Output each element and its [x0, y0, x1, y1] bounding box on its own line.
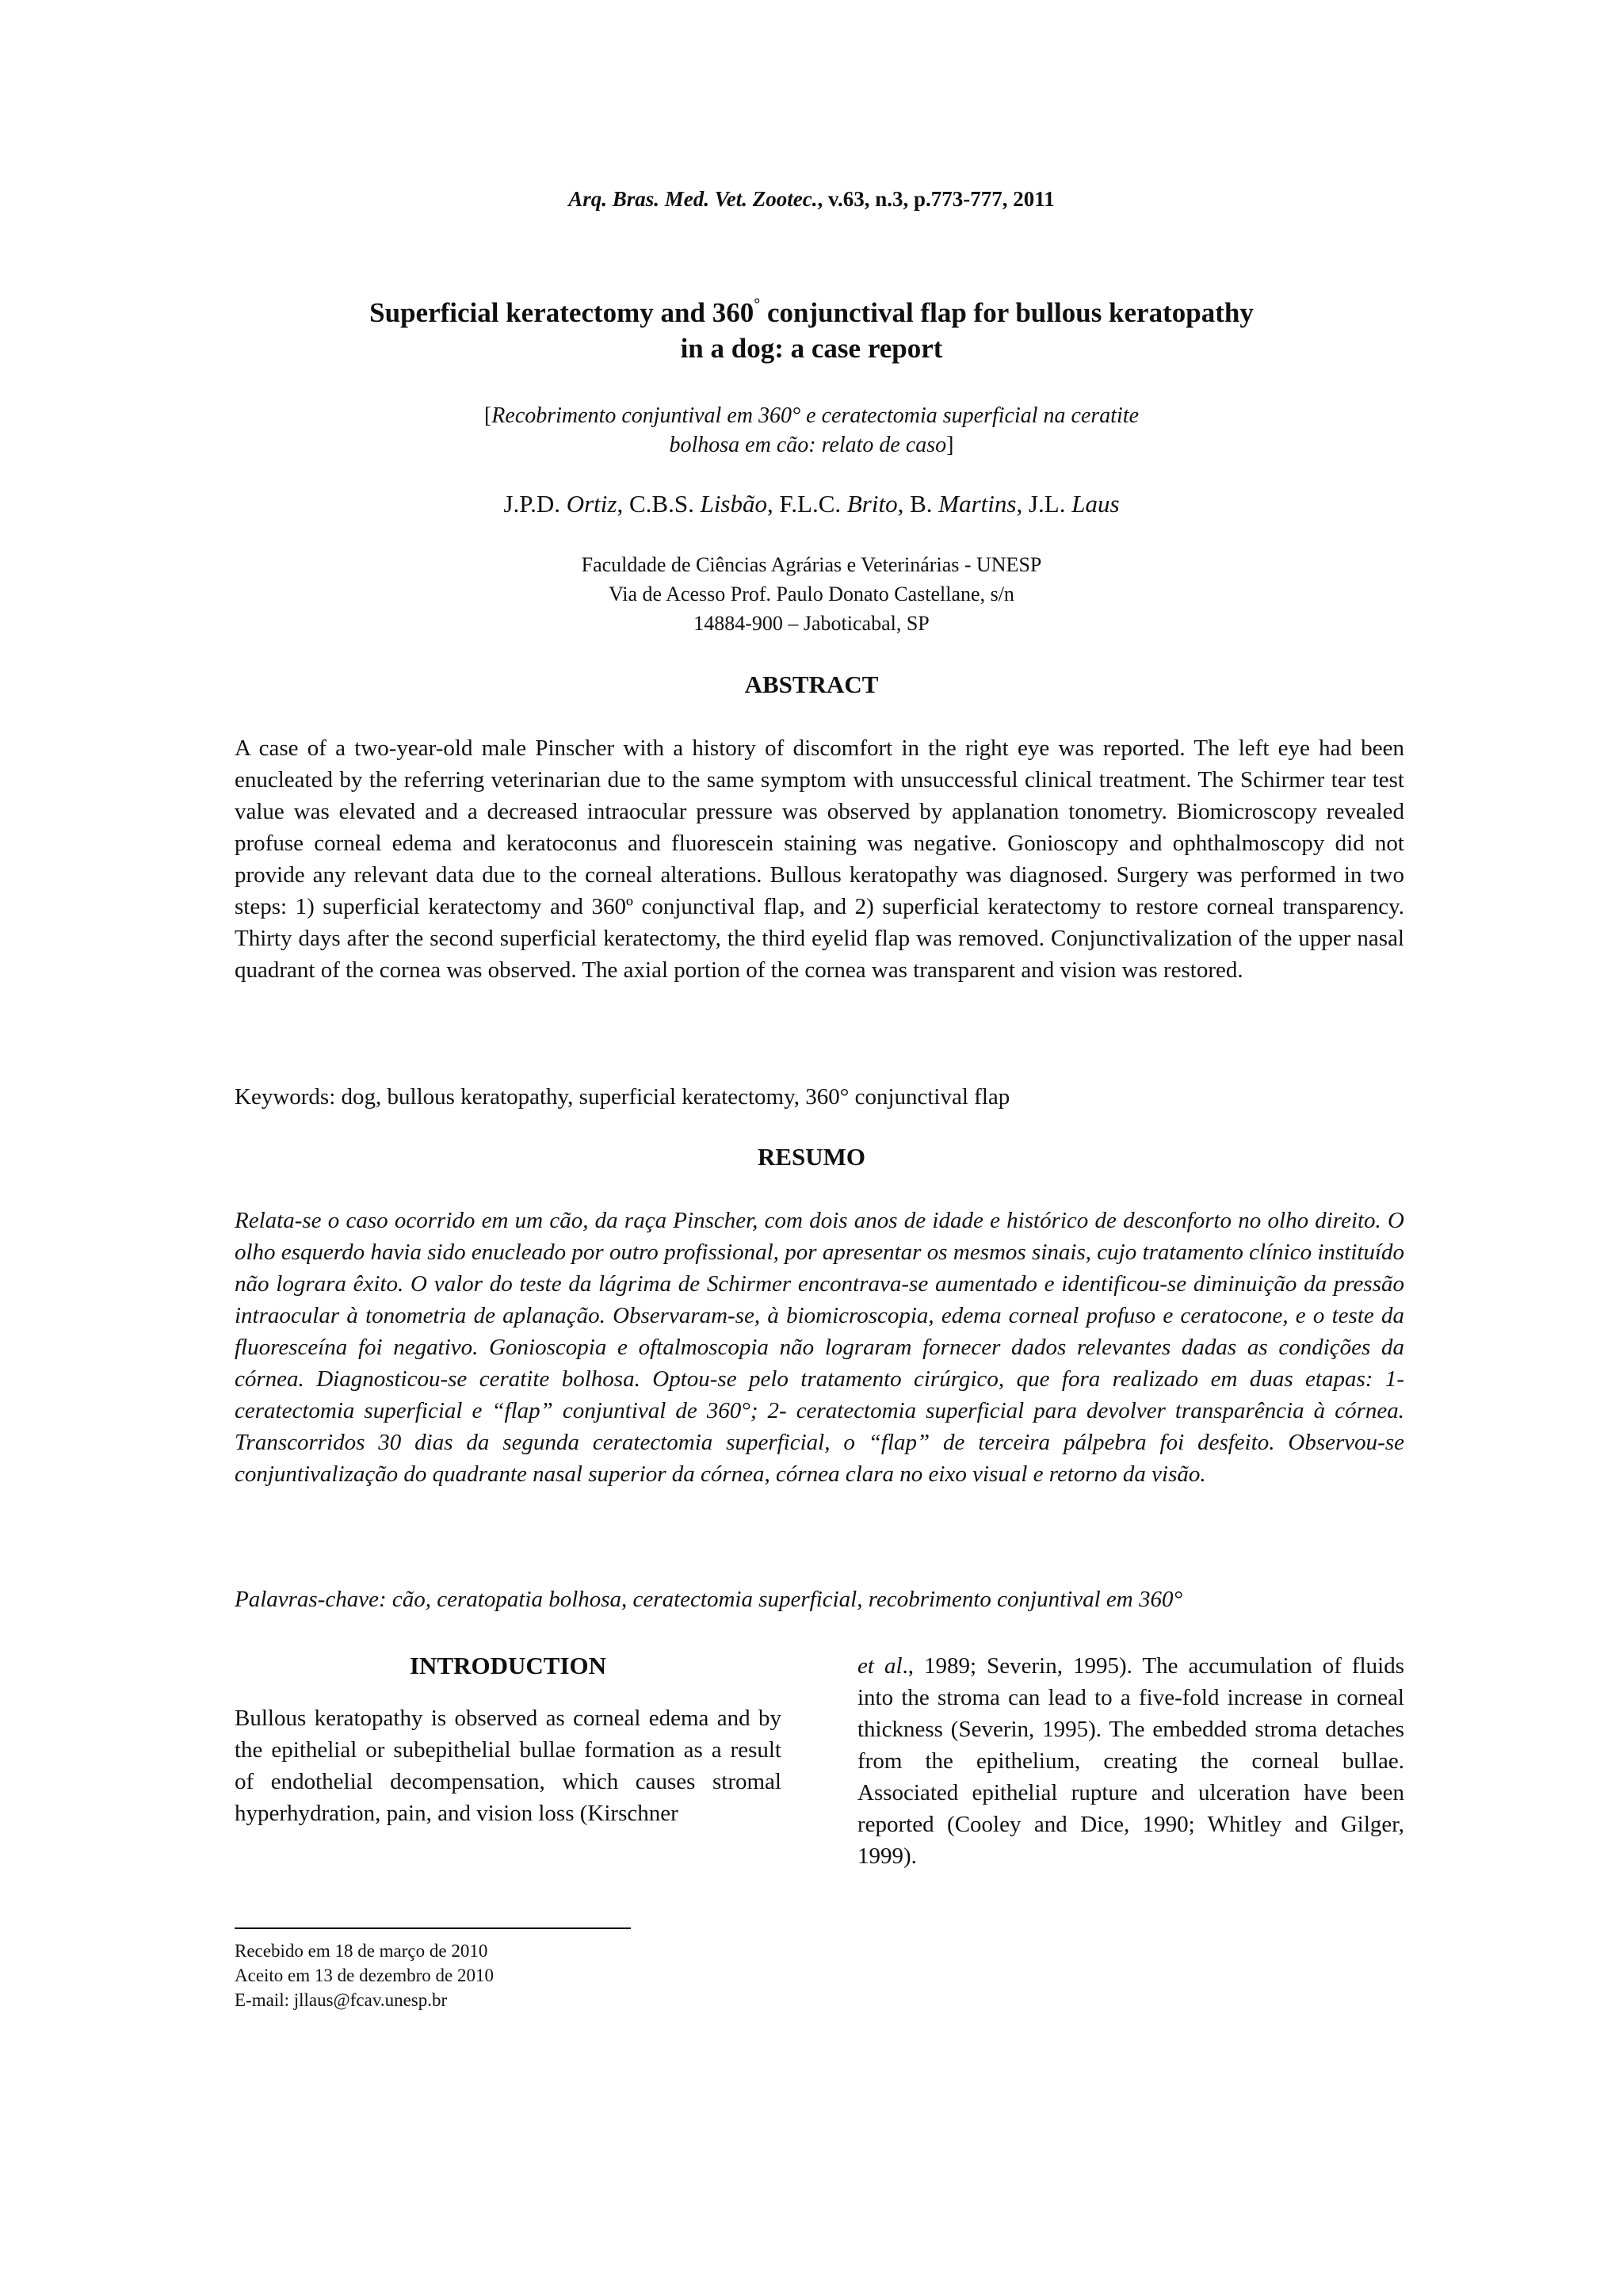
title-line-2: in a dog: a case report: [680, 333, 943, 364]
accepted-date: Aceito em 13 de dezembro de 2010: [235, 1966, 494, 1985]
author: C.B.S. Lisbão,: [628, 490, 780, 518]
affiliation-address: Via de Acesso Prof. Paulo Donato Castellane, s/n: [609, 583, 1014, 606]
keywords: Keywords: dog, bullous keratopathy, superficial keratectomy, 360° conjunctival flap: [235, 1084, 1010, 1110]
footnote: [235, 1939, 494, 2012]
author-list: [0, 490, 1623, 518]
abstract-text: A case of a two-year-old male Pinscher with a history of discomfort in the right eye was reported. The left eye had been enucleated by the referring veterinarian due to the same symptom with unsuccessful clinical treatment. The Schirmer tear test value was elevated and a decreased intraocular pressure was observed by applanation tonometry. Biomicroscopy revealed profuse corneal edema and keratoconus and fluorescein staining was negative. Gonioscopy and ophthalmoscopy did not provide any relevant data due to the corneal alterations. Bullous keratopathy was diagnosed. Surgery was performed in two steps: 1) superficial keratectomy and 360º conjunctival flap, and 2) superficial keratectomy to restore corneal transparency. Thirty days after the second superficial keratectomy, the third eyelid flap was removed. Conjunctivalization of the upper nasal quadrant of the cornea was observed. The axial portion of the cornea was transparent and vision was restored.: [235, 735, 1404, 983]
journal-name: Arq. Bras. Med. Vet. Zootec.: [568, 187, 818, 211]
journal-citation-header: [0, 187, 1623, 212]
footnote-divider: [235, 1927, 631, 1929]
author: J.P.D. Ortiz,: [503, 490, 629, 518]
intro-left-column: [235, 1650, 781, 1829]
intro-paragraph-left: Bullous keratopathy is observed as corneal edema and by the epithelial or subepithelial bullae formation as a result of endothelial decompensation, which causes stromal hyperhydration, pain, and vision loss (Kirschner: [235, 1706, 781, 1826]
intro-paragraph-right: et al., 1989; Severin, 1995). The accumulation of fluids into the stroma can lead to a five-fold increase in corneal thickness (Severin, 1995). The embedded stroma detaches from the epithelium, creating the corneal bullae. Associated epithelial rupture and ulceration have been reported (Cooley and Dice, 1990; Whitley and Gilger, 1999).: [857, 1653, 1404, 1869]
introduction-heading: INTRODUCTION: [409, 1652, 607, 1679]
received-date: Recebido em 18 de março de 2010: [235, 1941, 488, 1961]
author: B. Martins,: [910, 490, 1029, 518]
abstract-heading: ABSTRACT: [744, 670, 879, 698]
affiliation: [0, 550, 1623, 638]
affiliation-institution: Faculdade de Ciências Agrárias e Veterinárias - UNESP: [581, 553, 1042, 576]
portuguese-title: [Recobrimento conjuntival em 360° e ceratectomia superficial na ceratite bolhosa em cão: relato de caso]: [483, 403, 1140, 457]
resumo-heading: RESUMO: [757, 1143, 866, 1171]
paper-title: [0, 295, 1623, 366]
resumo-text: Relata-se o caso ocorrido em um cão, da raça Pinscher, com dois anos de idade e histórico de desconforto no olho direito. O olho esquerdo havia sido enucleado por outro profissional, por apresentar os mesmos sinais, cujo tratamento clínico instituído não lograra êxito. O valor do teste da lágrima de Schirmer encontrava-se aumentado e identificou-se diminuição da pressão intraocular à tonometria de aplanação. Observaram-se, à biomicroscopia, edema corneal profuso e ceratocone, e o teste da fluoresceína foi negativo. Gonioscopia e oftalmoscopia não lograram fornecer dados relevantes dadas as condições da córnea. Diagnosticou-se ceratite bolhosa. Optou-se pelo tratamento cirúrgico, que fora realizado em duas etapas: 1- ceratectomia superficial e “flap” conjuntival de 360°; 2- ceratectomia superficial para devolver transparência à córnea. Transcorridos 30 dias da segunda ceratectomia superficial, o “flap” de terceira pálpebra foi desfeito. Observou-se conjuntivalização do quadrante nasal superior da córnea, córnea clara no eixo visual e retorno da visão.: [235, 1208, 1404, 1487]
palavras-chave: Palavras-chave: cão, ceratopatia bolhosa, ceratectomia superficial, recobrimento conjuntival em 360°: [235, 1587, 1183, 1612]
title-line-1: Superficial keratectomy and 360° conjunctival flap for bullous keratopathy: [369, 296, 1254, 328]
author: F.L.C. Brito,: [779, 490, 911, 518]
author: J.L. Laus: [1028, 490, 1120, 518]
volume-issue-pages: , v.63, n.3, p.773-777, 2011: [817, 187, 1055, 211]
contact-email: E-mail: jllaus@fcav.unesp.br: [235, 1990, 448, 2010]
affiliation-postal: 14884-900 – Jaboticabal, SP: [693, 612, 930, 635]
intro-right-column: [857, 1650, 1404, 1872]
